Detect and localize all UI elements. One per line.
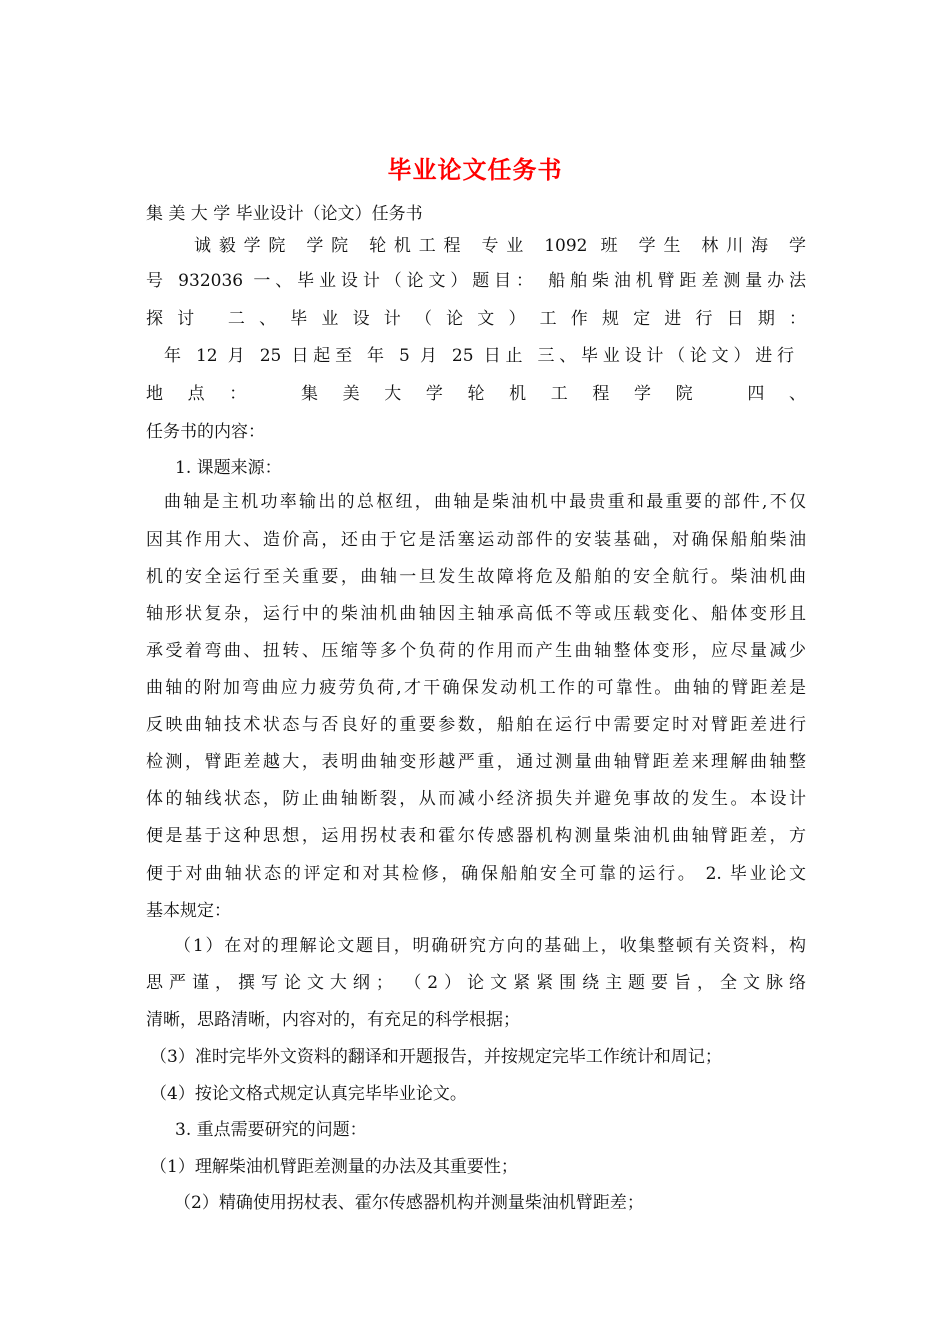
research-item: （2）精确使用拐杖表、霍尔传感器机构并测量柴油机臂距差； <box>174 1193 644 1213</box>
text-line-header: 集 美 大 学 毕业设计（论文）任务书 <box>146 204 423 224</box>
paragraph-line: 反映曲轴技术状态与否良好的重要参数，船舶在运行中需要定时对臂距差进行 <box>146 715 806 735</box>
paragraph-line: 便于对曲轴状态的评定和对其检修，确保船舶安全可靠的运行。 2. 毕业论文 <box>146 864 806 884</box>
paragraph-line: 承受着弯曲、扭转、压缩等多个负荷的作用而产生曲轴整体变形，应尽量减少 <box>146 641 806 661</box>
paragraph-line: 检测，臂距差越大，表明曲轴变形越严重，通过测量曲轴臂距差来理解曲轴整 <box>146 752 806 772</box>
paragraph-line: 曲轴的附加弯曲应力疲劳负荷,才干确保发动机工作的可靠性。曲轴的臂距差是 <box>146 678 806 698</box>
paragraph-line: 曲轴是主机功率输出的总枢纽，曲轴是柴油机中最贵重和最重要的部件,不仅 <box>164 492 806 512</box>
text-line-content-heading: 任务书的内容： <box>146 422 265 442</box>
text-line-location: 地点： 集美大学轮机工程学院 四、 <box>146 384 806 404</box>
text-line-student-info: 诚毅学院 学院 轮机工程 专业 1092 班 学生 林川海 学 <box>194 236 806 256</box>
text-line-topic: 号 932036 一、毕业设计（论文）题目： 船舶柴油机臂距差测量办法 <box>146 271 806 291</box>
paragraph-line: 体的轴线状态，防止曲轴断裂，从而减小经济损失并避免事故的发生。本设计 <box>146 789 806 809</box>
paragraph-line: 基本规定： <box>146 901 231 921</box>
paragraph-line: 轴形状复杂，运行中的柴油机曲轴因主轴承高低不等或压载变化、船体变形且 <box>146 604 806 624</box>
text-line-dates: 年 12 月 25 日起至 年 5 月 25 日止 三、毕业设计（论文）进行 <box>164 346 794 366</box>
requirement-line: （3）准时完毕外文资料的翻译和开题报告，并按规定完毕工作统计和周记； <box>150 1047 722 1067</box>
paragraph-line: 机的安全运行至关重要，曲轴一旦发生故障将危及船舶的安全航行。柴油机曲 <box>146 567 806 587</box>
paragraph-line: 便是基于这种思想，运用拐杖表和霍尔传感器机构测量柴油机曲轴臂距差，方 <box>146 826 806 846</box>
document-title: 毕业论文任务书 <box>387 155 563 184</box>
requirement-line: 思严谨，撰写论文大纲； （2）论文紧紧围绕主题要旨，全文脉络 <box>146 973 806 993</box>
requirement-line: （1）在对的理解论文题目，明确研究方向的基础上，收集整顿有关资料，构 <box>174 936 806 956</box>
requirement-line: （4）按论文格式规定认真完毕毕业论文。 <box>150 1084 467 1104</box>
requirement-line: 清晰，思路清晰，内容对的，有充足的科学根据； <box>146 1010 520 1030</box>
section-heading-source: 1. 课题来源： <box>175 458 282 478</box>
research-item: （1）理解柴油机臂距差测量的办法及其重要性； <box>150 1157 518 1177</box>
text-line-period: 探讨 二、毕业设计（论文）工作规定进行日期： <box>146 309 806 329</box>
section-heading-research: 3. 重点需要研究的问题： <box>175 1120 367 1140</box>
paragraph-line: 因其作用大、造价高，还由于它是活塞运动部件的安装基础，对确保船舶柴油 <box>146 530 806 550</box>
